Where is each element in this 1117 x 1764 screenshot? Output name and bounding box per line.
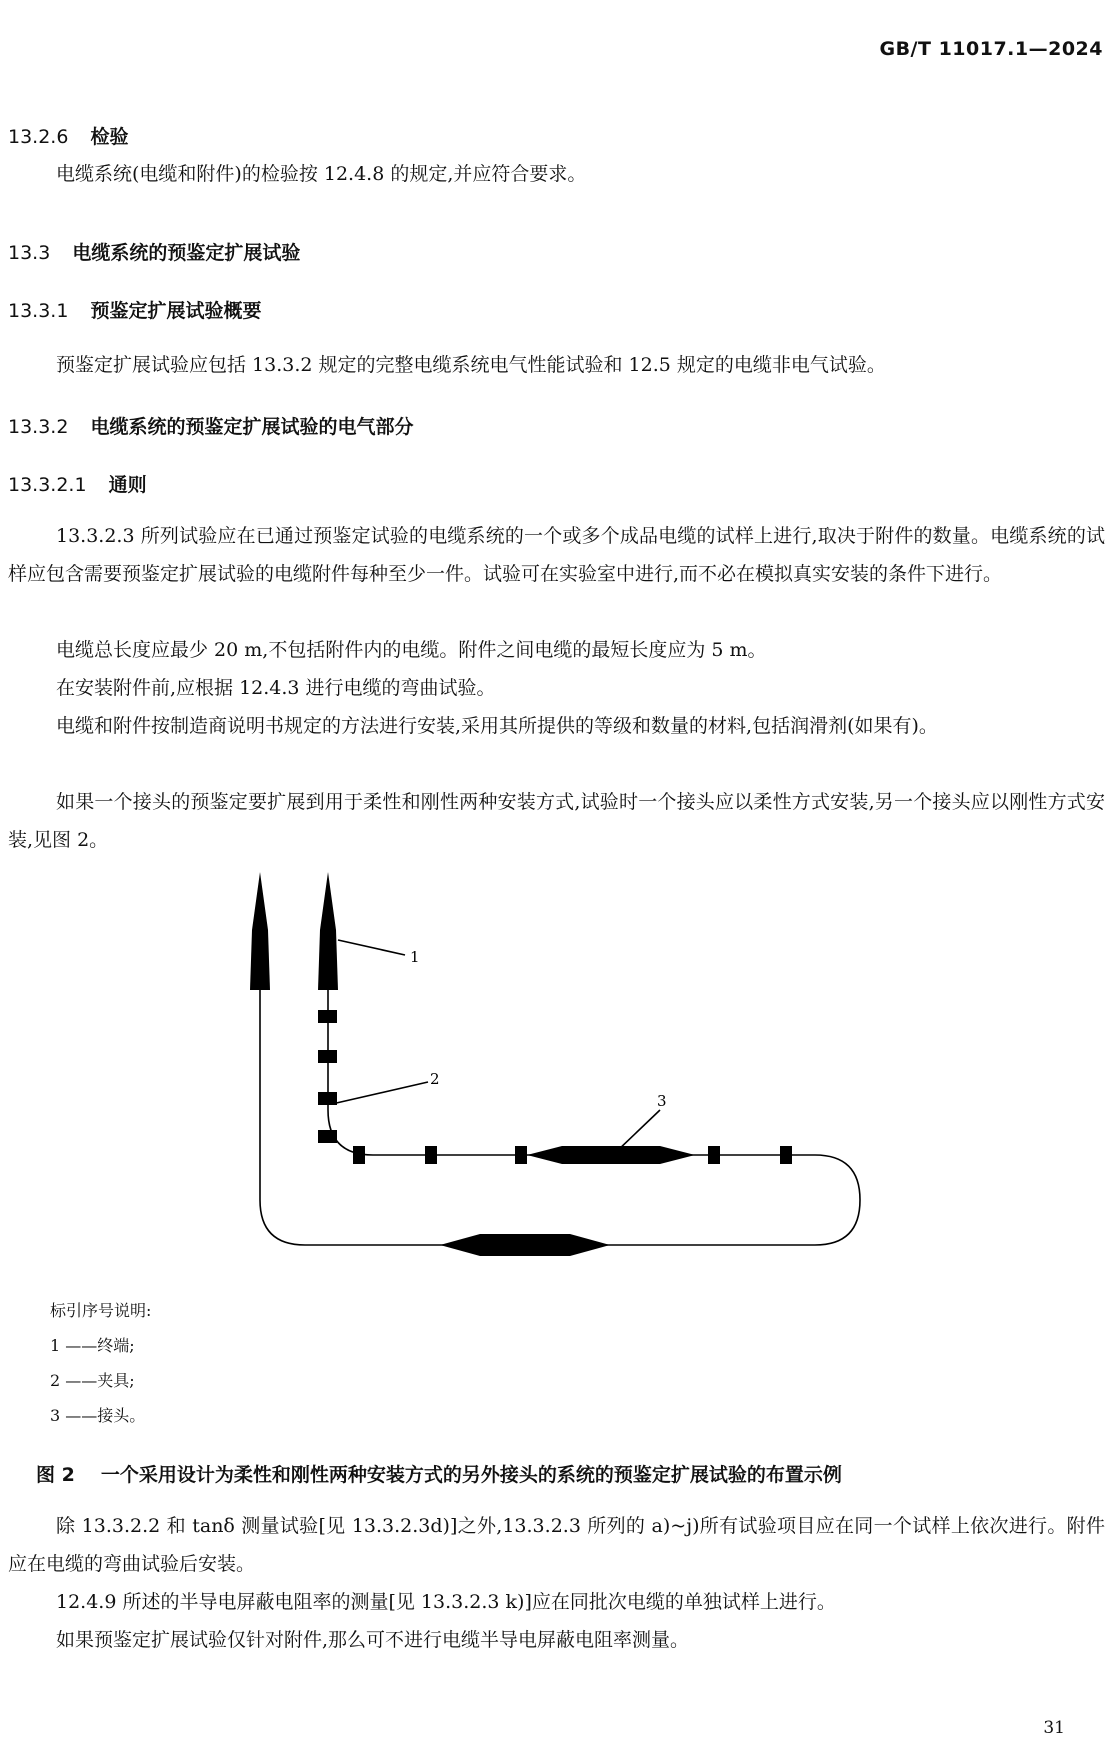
paragraph: 电缆总长度应最少 20 m,不包括附件内的电缆。附件之间电缆的最短长度应为 5 m。 — [56, 639, 767, 661]
clamp-icon — [318, 1130, 337, 1143]
figure-2-diagram — [0, 870, 1117, 1270]
legend-item: 3 ——接头。 — [50, 1406, 146, 1425]
callout-label-2: 2 — [430, 1070, 440, 1088]
clamp-icon — [318, 1010, 337, 1023]
paragraph: 电缆和附件按制造商说明书规定的方法进行安装,采用其所提供的等级和数量的材料,包括润滑剂(如果有)。 — [56, 715, 938, 737]
paragraph: 在安装附件前,应根据 12.4.3 进行电缆的弯曲试验。 — [56, 677, 496, 699]
page-number: 31 — [1043, 1718, 1065, 1738]
clamp-icon — [515, 1146, 527, 1164]
paragraph: 12.4.9 所述的半导电屏蔽电阻率的测量[见 13.3.2.3 k)]应在同批次电缆的单独试样上进行。 — [56, 1591, 836, 1613]
clamp-icon — [780, 1146, 792, 1164]
paragraph: 如果一个接头的预鉴定要扩展到用于柔性和刚性两种安装方式,试验时一个接头应以柔性方式安装,另一个接头应以刚性方式安装,见图 2。 — [8, 791, 1105, 851]
section-heading: 13.3.2 电缆系统的预鉴定扩展试验的电气部分 — [8, 416, 414, 438]
joint-icon — [440, 1234, 610, 1256]
leader-line-2 — [332, 1082, 428, 1104]
paragraph: 电缆系统(电缆和附件)的检验按 12.4.8 的规定,并应符合要求。 — [56, 163, 587, 185]
clamp-icon — [425, 1146, 437, 1164]
legend-title: 标引序号说明: — [50, 1301, 152, 1320]
section-heading: 13.3 电缆系统的预鉴定扩展试验 — [8, 242, 301, 264]
leader-line-1 — [338, 940, 405, 955]
legend-item: 1 ——终端; — [50, 1336, 135, 1355]
clamp-icon — [318, 1092, 337, 1105]
paragraph: 如果预鉴定扩展试验仅针对附件,那么可不进行电缆半导电屏蔽电阻率测量。 — [56, 1629, 690, 1651]
termination-icon — [318, 872, 338, 990]
callout-label-1: 1 — [410, 948, 420, 966]
clamp-icon — [318, 1050, 337, 1063]
legend-item: 2 ——夹具; — [50, 1371, 135, 1390]
paragraph: 13.3.2.3 所列试验应在已通过预鉴定试验的电缆系统的一个或多个成品电缆的试样上进行,取决于附件的数量。电缆系统的试样应包含需要预鉴定扩展试验的电缆附件每种至少一件。试验可在实验室中进行,而不必在模拟真实安装的条件下进行。 — [8, 525, 1105, 585]
cable-loop — [260, 970, 860, 1245]
clamp-icon — [353, 1146, 365, 1164]
section-heading: 13.2.6 检验 — [8, 126, 129, 148]
standard-code: GB/T 11017.1—2024 — [879, 38, 1103, 60]
termination-icon — [250, 872, 270, 990]
section-heading: 13.3.2.1 通则 — [8, 474, 147, 496]
section-heading: 13.3.1 预鉴定扩展试验概要 — [8, 300, 262, 322]
callout-label-3: 3 — [657, 1092, 667, 1110]
paragraph: 预鉴定扩展试验应包括 13.3.2 规定的完整电缆系统电气性能试验和 12.5 规定的电缆非电气试验。 — [56, 354, 886, 376]
figure-caption: 图 2 一个采用设计为柔性和刚性两种安装方式的另外接头的系统的预鉴定扩展试验的布置示例 — [36, 1464, 842, 1486]
clamp-icon — [708, 1146, 720, 1164]
paragraph: 除 13.3.2.2 和 tanδ 测量试验[见 13.3.2.3d)]之外,13.3.2.3 所列的 a)~j)所有试验项目应在同一个试样上依次进行。附件应在电缆的弯曲试验后安装。 — [8, 1515, 1105, 1575]
joint-icon — [527, 1146, 695, 1164]
